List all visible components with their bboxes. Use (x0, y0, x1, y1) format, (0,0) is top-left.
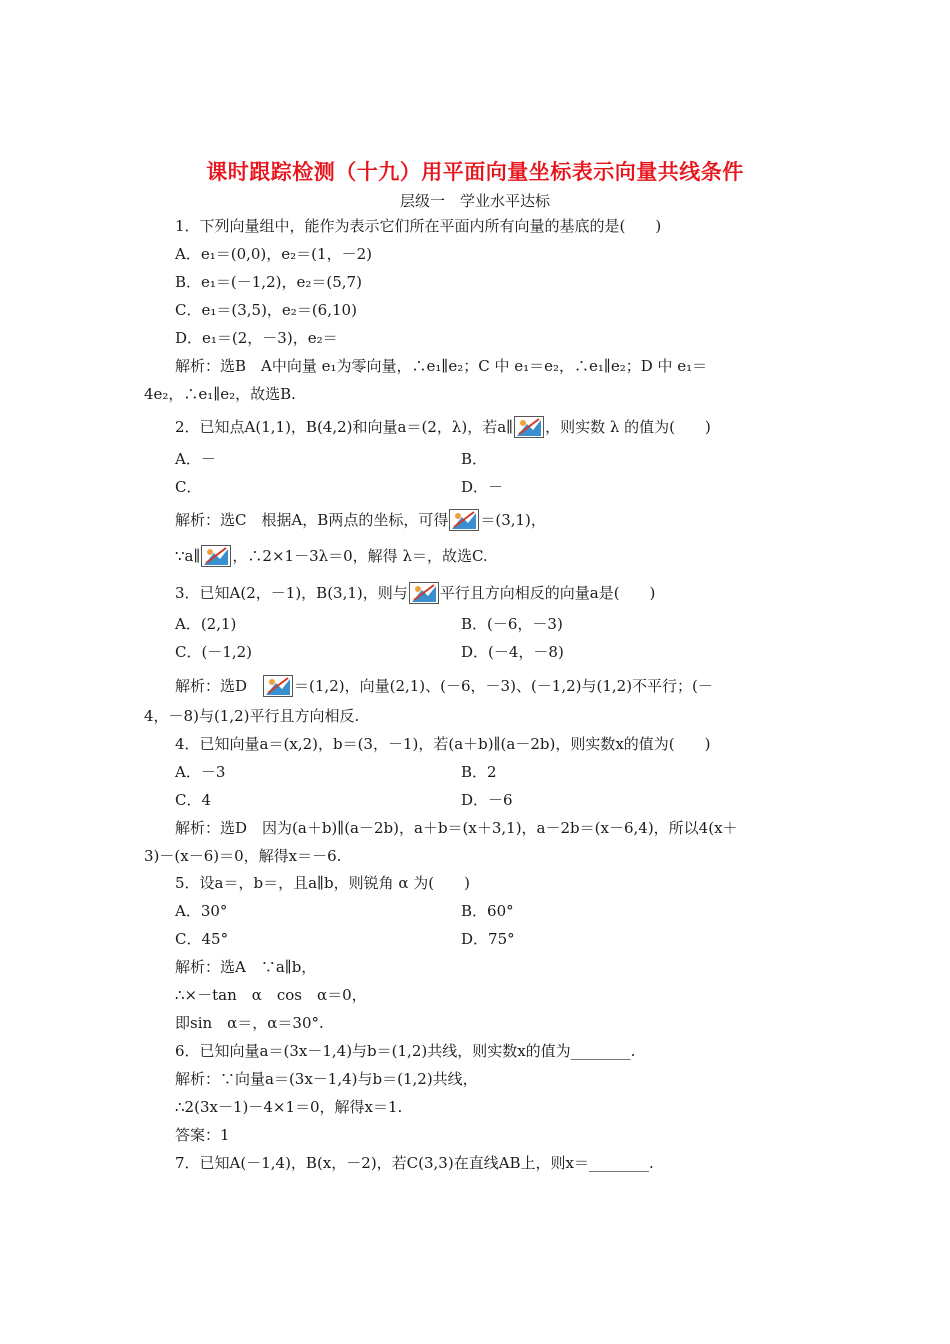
q3-text-end: 平行且方向相反的向量a是( ) (439, 584, 656, 602)
q2-option-b: B． (461, 450, 488, 468)
q1-option-d: D．e₁＝(2，－3)，e₂＝ (175, 329, 338, 347)
q2-option-d: D．－ (461, 478, 504, 496)
broken-image-icon (409, 582, 439, 604)
q3-solution-start: 解析：选D (175, 677, 263, 695)
q5-solution: 解析：选A ∵a∥b， (175, 958, 317, 976)
question-3 (175, 582, 655, 604)
q1-option-a: A．e₁＝(0,0)，e₂＝(1，－2) (175, 245, 372, 263)
q4-option-d: D．－6 (461, 791, 513, 809)
q3-option-d: D．(－4，－8) (461, 643, 564, 661)
q3-option-b: B．(－6，－3) (461, 615, 563, 633)
q2-option-a: A．－ (175, 450, 216, 468)
q1-solution: 解析：选B A中向量 e₁为零向量，∴e₁∥e₂；C 中 e₁＝e₂，∴e₁∥e₂；D 中 e₁＝ (175, 357, 708, 375)
q2-solution-start: 解析：选C 根据A，B两点的坐标，可得 (175, 511, 449, 529)
q6-solution-step: ∴2(3x－1)－4×1＝0，解得x＝1. (175, 1098, 403, 1116)
q2-text-end: ，则实数 λ 的值为( ) (545, 418, 711, 436)
q4-option-c: C．4 (175, 791, 212, 809)
q4-option-b: B．2 (461, 763, 497, 781)
q3-option-c: C．(－1,2) (175, 643, 253, 661)
q3-solution (175, 675, 713, 697)
q2-solution-end: ＝(3,1)， (480, 511, 546, 529)
page-title: 课时跟踪检测（十九）用平面向量坐标表示向量共线条件 (206, 159, 744, 184)
question-2 (175, 416, 711, 438)
q2-solution-cont (175, 545, 488, 567)
q5-option-a: A．30° (175, 902, 228, 920)
q1-option-c: C．e₁＝(3,5)，e₂＝(6,10) (175, 301, 357, 319)
q2-solution-cont-end: ，∴2×1－3λ＝0，解得 λ＝，故选C. (232, 547, 488, 565)
question-7: 7．已知A(－1,4)，B(x，－2)，若C(3,3)在直线AB上，则x＝________. (175, 1154, 654, 1172)
q5-option-c: C．45° (175, 930, 229, 948)
q5-option-b: B．60° (461, 902, 514, 920)
question-1: 1．下列向量组中，能作为表示它们所在平面内所有向量的基底的是( ) (175, 217, 662, 235)
q5-option-d: D．75° (461, 930, 515, 948)
q1-option-b: B．e₁＝(－1,2)，e₂＝(5,7) (175, 273, 362, 291)
q6-solution: 解析：∵向量a＝(3x－1,4)与b＝(1,2)共线， (175, 1070, 478, 1088)
q2-solution (175, 509, 546, 531)
q1-solution-cont: 4e₂，∴e₁∥e₂，故选B. (144, 385, 296, 403)
q3-solution-cont: 4，－8)与(1,2)平行且方向相反. (144, 707, 360, 725)
question-6: 6．已知向量a＝(3x－1,4)与b＝(1,2)共线，则实数x的值为________. (175, 1042, 636, 1060)
broken-image-icon (514, 416, 544, 438)
q5-solution-result: 即sin α＝，α＝30°. (175, 1014, 324, 1032)
broken-image-icon (201, 545, 231, 567)
q2-solution-cont-start: ∵a∥ (175, 547, 201, 565)
q3-text-start: 3．已知A(2，－1)，B(3,1)，则与 (175, 584, 408, 602)
q5-solution-step: ∴×－tan α cos α＝0， (175, 986, 367, 1004)
q6-answer: 答案：1 (175, 1126, 230, 1144)
q4-solution: 解析：选D 因为(a＋b)∥(a－2b)，a＋b＝(x＋3,1)，a－2b＝(x－6,4)，所以4(x＋ (175, 819, 738, 837)
q4-solution-cont: 3)－(x－6)＝0，解得x＝－6. (144, 847, 342, 865)
broken-image-icon (263, 675, 293, 697)
q2-text-start: 2．已知点A(1,1)，B(4,2)和向量a＝(2，λ)，若a∥ (175, 418, 514, 436)
question-5: 5．设a＝，b＝，且a∥b，则锐角 α 为( ) (175, 874, 470, 892)
broken-image-icon (449, 509, 479, 531)
section-heading: 层级一 学业水平达标 (399, 192, 550, 210)
q3-option-a: A．(2,1) (175, 615, 237, 633)
q4-option-a: A．－3 (175, 763, 226, 781)
q3-solution-end: ＝(1,2)，向量(2,1)、(－6，－3)、(－1,2)与(1,2)不平行；(－ (294, 677, 713, 695)
q2-option-c: C． (175, 478, 202, 496)
question-4: 4．已知向量a＝(x,2)，b＝(3，－1)，若(a＋b)∥(a－2b)，则实数x的值为( ) (175, 735, 711, 753)
